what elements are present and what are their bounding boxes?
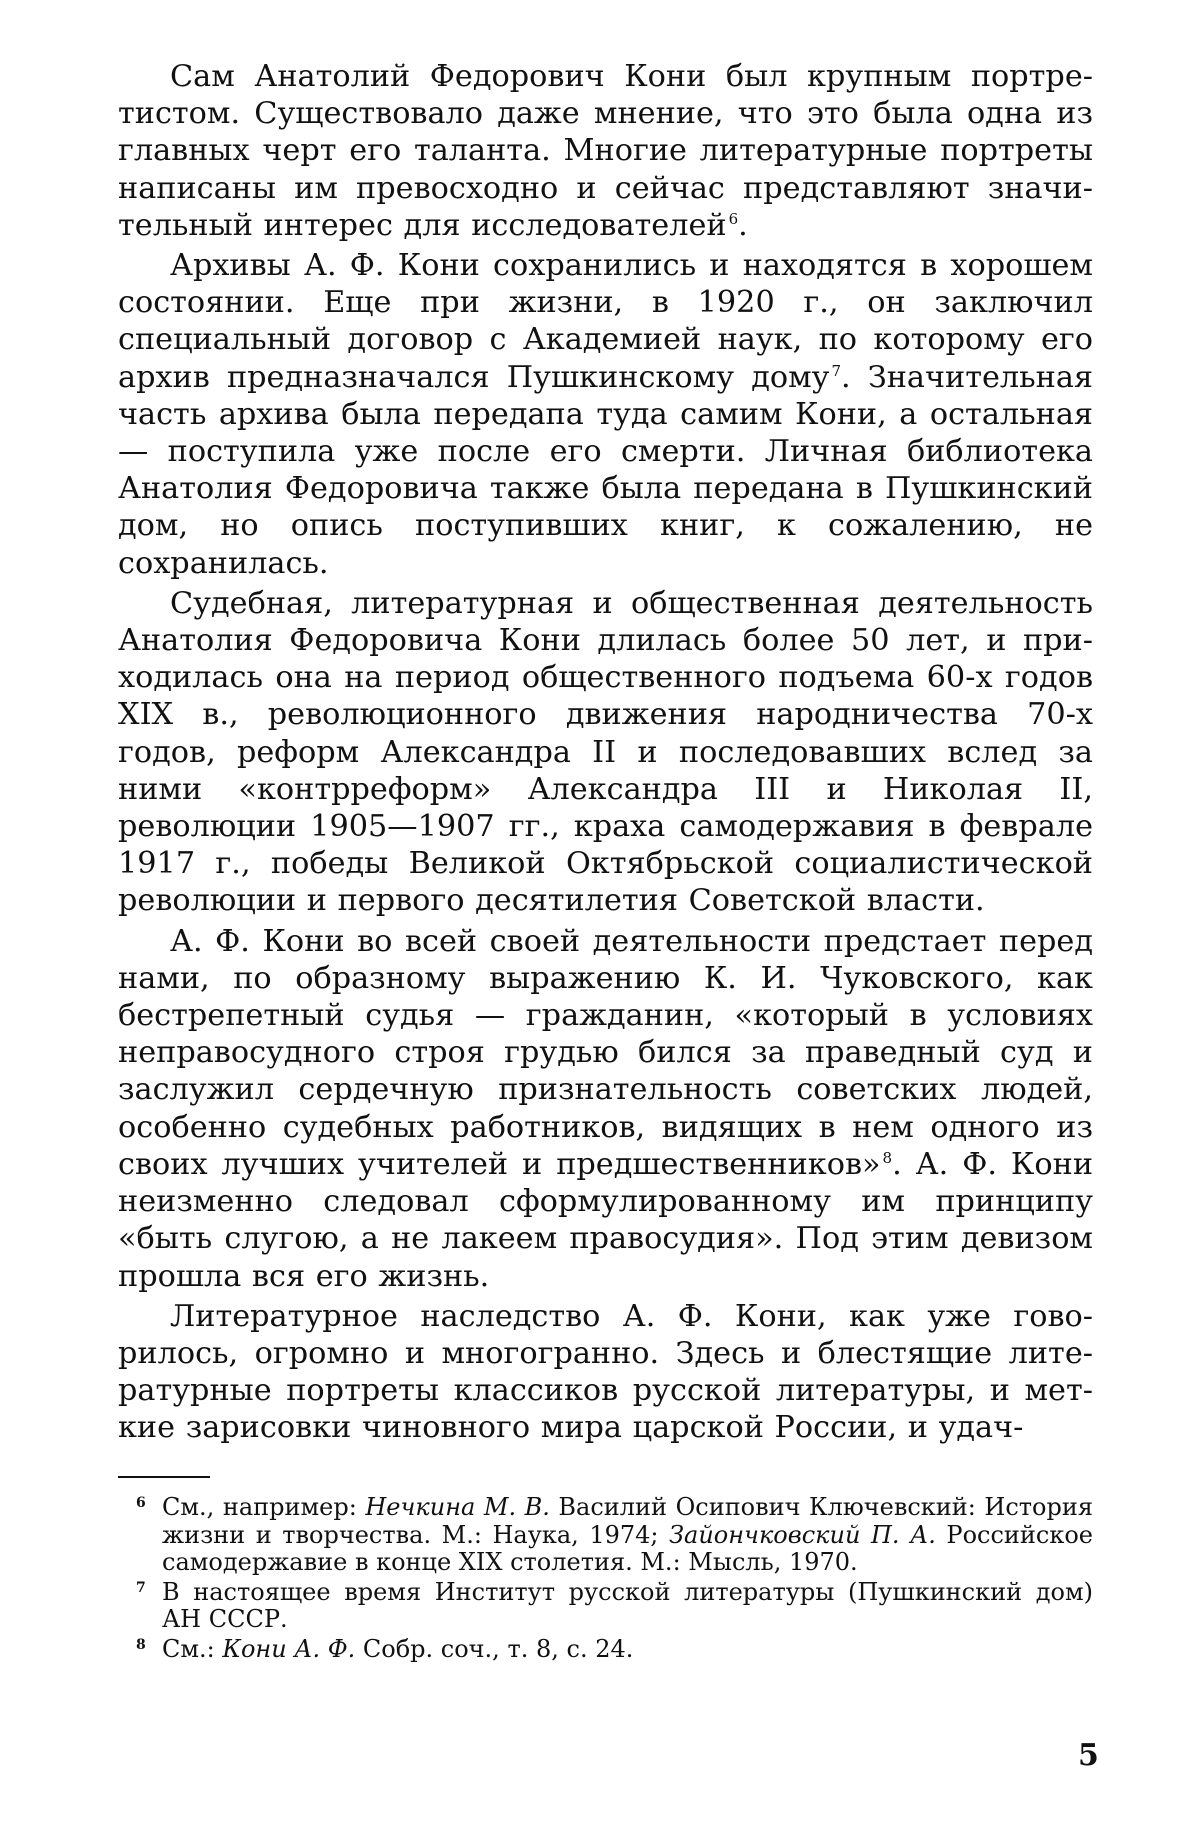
- footnote-text: Собр. соч., т. 8, с. 24.: [355, 1634, 634, 1663]
- body-text: [118, 58, 1093, 1447]
- footnote: 8 См.: Кони А. Ф. Собр. соч., т. 8, с. 24.: [136, 1634, 634, 1663]
- paragraph: [118, 247, 1093, 582]
- paragraph: [118, 585, 1093, 920]
- footnote-text: Российское самодержавие в конце XIX столетия. М.: Мысль, 1970.: [162, 1520, 1093, 1577]
- paragraph-text: А. Ф. Кони во всей своей деятельности предстает перед нами, по образному выражению К. И. Чуковского, как бестрепетный судья — гражданин, «который в условиях неправосудного строя грудью бился за праведный суд и заслужил сердечную признательность советских людей, особенно судебных работников, видящих в нем одного из своих лучших учителей и предшественников»: [118, 923, 1093, 1182]
- footnote: 7 В настоящее время Институт русской литературы (Пушкинский дом) АН СССР.: [136, 1577, 1093, 1634]
- footnote-divider: [118, 1476, 210, 1478]
- paragraph: [118, 58, 1093, 244]
- paragraph-text: Литературное наследство А. Ф. Кони, как уже говорилось, огромно и многогранно. Здесь и блестящие литературные портреты классиков русской литературы, и меткие зарисовки чиновного мира царской России, и удач-: [118, 1298, 1093, 1446]
- footnote-author: Кони А. Ф.: [222, 1634, 356, 1663]
- footnote-reference: 8: [882, 1148, 893, 1167]
- paragraph-text-continued: .: [738, 207, 748, 243]
- footnote-author: Зайончковский П. А.: [669, 1520, 936, 1549]
- paragraph-text: Архивы А. Ф. Кони сохранились и находятся в хорошем состоянии. Еще при жизни, в 1920 г., он заключил специальный договор с Академией наук, по которому его архив предназначался Пушкинскому дому: [118, 248, 1093, 395]
- paragraph-text-continued: . А. Ф. Кони неизменно следовал сформулированному им принципу «быть слугою, а не лакеем правосудия». Под этим девизом прошла вся его жизнь.: [118, 1146, 1094, 1294]
- footnote-text: См.:: [162, 1634, 223, 1663]
- footnotes: [118, 1494, 1093, 1664]
- footnote: 6 См., например: Нечкина М. В. Василий Осипович Ключевский: История жизни и творчества. М.: Наука, 1974; Зайончковский П. А. Российское самодержавие в конце XIX столетия. М.: Мысль, 1970.: [136, 1493, 1093, 1577]
- paragraph-text: Судебная, литературная и общественная деятельность Анатолия Федоровича Кони длилась более 50 лет, и приходилась она на период общественного подъема 60-х годов XIX в., революционного движения народничества 70-х годов, реформ Александра II и последовавших вслед за ними «контрреформ» Александра III и Николая II, революции 1905—1907 гг., краха самодержавия в феврале 1917 г., победы Великой Октябрьской социалистической революции и первого десятилетия Советской власти.: [118, 585, 1093, 919]
- page-number: 5: [1078, 1738, 1099, 1773]
- paragraph-text-continued: . Значительная часть архива была передапа туда самим Кони, а остальная — поступила уже после его смерти. Личная библиотека Анатолия Федоровича также была передана в Пушкинский дом, но опись поступивших книг, к сожалению, не сохранилась.: [118, 359, 1094, 581]
- page-content: [118, 58, 1093, 1447]
- footnote-text: См., например:: [162, 1493, 366, 1521]
- footnote-author: Нечкина М. В.: [365, 1493, 550, 1521]
- paragraph: [118, 923, 1093, 1295]
- paragraph-text: Сам Анатолий Федорович Кони был крупным портретистом. Существовало даже мнение, что это была одна из главных черт его таланта. Многие литературные портреты написаны им превосходно и сейчас представляют значительный интерес для исследователей: [118, 59, 1093, 243]
- footnote-text: Василий Осипович Ключевский: История жизни и творчества. М.: Наука, 1974;: [162, 1493, 1093, 1549]
- footnote-text: В настоящее время Институт русской литературы (Пушкинский дом) АН СССР.: [162, 1577, 1093, 1634]
- paragraph: [118, 1298, 1093, 1447]
- footnote-reference: 7: [831, 361, 842, 380]
- footnote-reference: 6: [728, 209, 739, 228]
